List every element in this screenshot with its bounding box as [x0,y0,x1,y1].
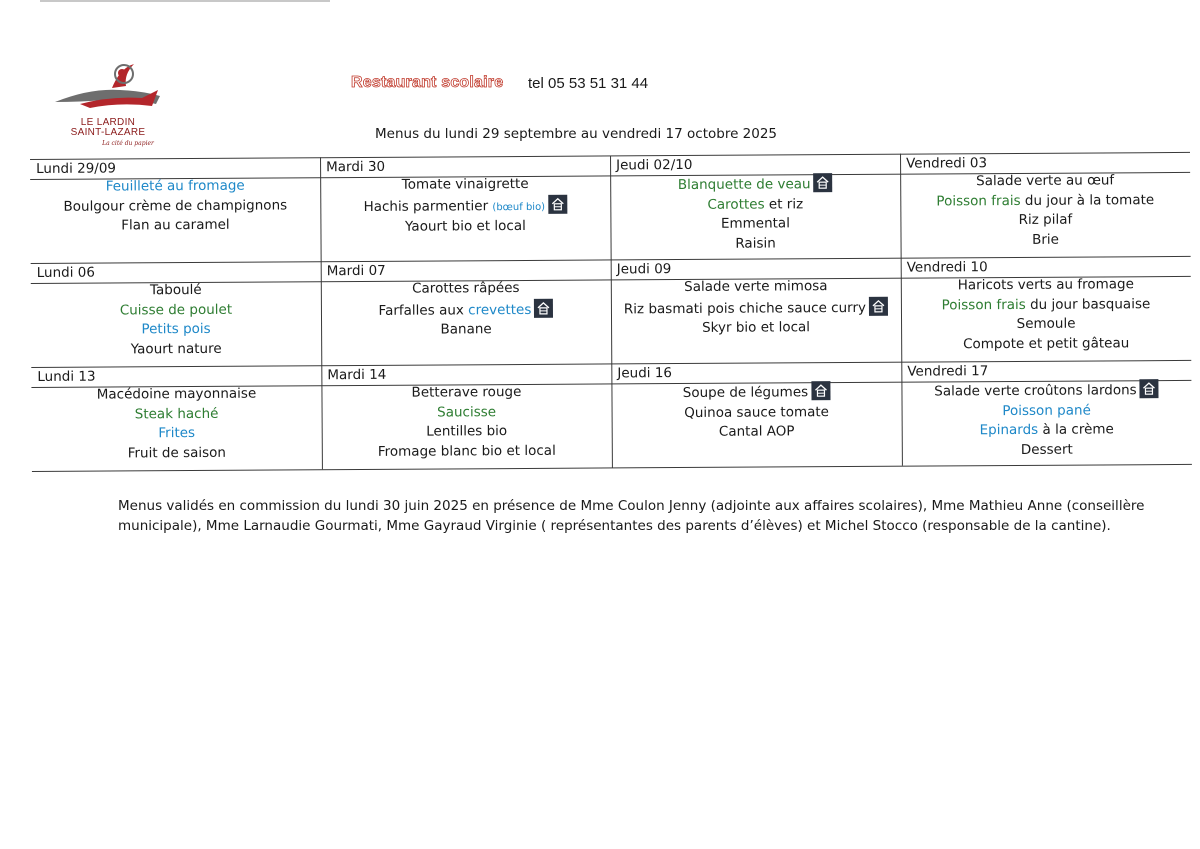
menu-item [612,402,902,423]
menu-item-text: Brie [1032,231,1060,248]
menu-item [321,382,611,403]
day-cell [610,154,901,260]
menu-item [32,404,322,425]
menu-item [901,275,1191,296]
menu-items [611,381,901,443]
menu-item-text: Yaourt nature [130,340,222,357]
menu-item [612,422,902,443]
menu-item-text: Dessert [1020,441,1073,458]
day-cell [611,362,902,468]
scan-edge-line [40,0,330,2]
menu-item [901,379,1191,402]
homemade-icon [811,381,830,400]
menu-item-text: Blanquette de veau [677,176,811,194]
logo-emblem-icon [50,60,170,120]
menu-item-text: Steak haché [134,405,219,422]
town-logo [50,60,170,150]
menu-period: Menus du lundi 29 septembre au vendredi 17 octobre 2025 [375,126,778,142]
menu-item-text: Riz pilaf [1018,211,1073,228]
menu-item [611,381,901,404]
menu-item-text: Riz basmati pois chiche sauce curry [623,299,867,317]
menu-item [321,319,611,340]
day-cell [30,157,321,263]
logo-name-line2: SAINT-LAZARE [70,127,146,138]
day-label: Jeudi 09 [616,261,672,278]
menu-item [610,233,900,254]
menu-item [321,298,611,321]
menu-item-text: Lentilles bio [426,423,508,440]
menu-item-text: Semoule [1016,315,1076,332]
menu-item-text: Banane [440,321,492,338]
menu-item-text: Poisson pané [1002,402,1091,419]
menu-item [900,229,1190,250]
menu-items [900,171,1190,251]
menu-item [900,171,1190,192]
menu-item-text: du jour à la tomate [1020,191,1155,209]
menu-item [320,174,610,195]
menu-item [611,277,901,298]
menu-item-text: Macédoine mayonnaise [96,385,257,403]
menu-item [31,300,321,321]
day-cell [900,152,1191,258]
menu-item-text: Quinoa sauce tomate [684,403,830,421]
day-cell [31,261,322,367]
day-label: Vendredi 03 [906,155,988,172]
menu-item-text: Fruit de saison [127,444,227,461]
menu-item-text: Feuilleté au fromage [105,177,245,195]
menu-item [900,210,1190,231]
menu-item-text: Epinards [979,421,1039,439]
commission-note: Menus validés en commission du lundi 30 juin 2025 en présence de Mme Coulon Jenny (adjointe aux affaires scolaires), Mme Mathieu Anne (conseillère municipale), Mme Larnaudie Gourmati, Mme Gayraud Virginie ( représentantes des parents d’élèves) et Michel Stocco (responsable de la cantine). [118,498,1145,534]
menu-items [321,382,611,462]
menu-items [320,174,610,237]
menu-item [31,384,321,405]
menu-item [32,423,322,444]
day-cell [321,363,612,469]
menu-item-text: Saucisse [437,403,497,421]
menu-item-text: Cuisse de poulet [119,301,233,318]
menu-items [901,275,1191,355]
logo-tagline: La cité du papier [102,140,154,147]
homemade-icon [548,194,567,213]
menu-item-text: Skyr bio et local [702,319,811,336]
menu-items [31,384,321,464]
menu-item [322,441,612,462]
menu-item-text: Haricots verts au fromage [957,276,1134,294]
menu-items [610,173,900,255]
menu-item [901,294,1191,315]
menu-item-text: du jour basquaise [1025,295,1151,313]
homemade-icon [534,298,553,317]
menu-item [320,194,610,218]
menu-item-text: Flan au caramel [121,216,230,234]
menu-item [610,214,900,235]
menu-item [610,194,900,215]
day-label: Mardi 30 [326,158,386,176]
menu-item [611,318,901,339]
day-label: Lundi 13 [37,368,96,385]
menu-item-text: à la crème [1038,421,1114,438]
menu-item-text: Soupe de légumes [682,384,809,402]
day-label: Jeudi 16 [617,365,673,382]
menu-item [611,296,901,319]
menu-item-text: Carottes [707,196,765,213]
menu-item [322,402,612,423]
menu-item-text: Boulgour crème de champignons [63,196,288,215]
day-label: Jeudi 02/10 [616,156,693,174]
menu-item-text: Emmental [720,215,790,232]
menu-item-text: Yaourt bio et local [404,217,526,235]
menu-item [902,420,1192,441]
menu-table [30,148,1192,480]
menu-item [900,190,1190,211]
menu-item [322,421,612,442]
menu-item [610,173,900,196]
menu-item-text: Carottes râpées [412,280,520,297]
menu-item-text: Betterave rouge [411,384,522,401]
menu-item-text: Taboulé [149,281,202,299]
menu-item [321,278,611,299]
logo-name [58,118,158,138]
menu-item-text: (bœuf bio) [492,201,546,213]
menu-item [30,176,320,197]
menu-item-text: Fromage blanc bio et local [377,442,556,460]
menu-item-text: Farfalles aux [378,301,469,319]
menu-item [30,196,320,217]
menu-item [902,400,1192,421]
day-label: Lundi 06 [36,264,95,281]
day-label: Lundi 29/09 [36,160,117,177]
menu-item-text: Compote et petit gâteau [963,334,1130,352]
day-label: Mardi 07 [326,262,386,280]
day-label: Vendredi 17 [907,363,989,380]
menu-item [320,216,610,237]
day-cell [320,155,611,261]
day-cell [31,365,322,471]
homemade-icon [814,173,833,192]
day-label: Mardi 14 [327,366,387,384]
menu-item [31,280,321,301]
homemade-icon [1140,379,1159,398]
phone-number: tel 05 53 51 31 44 [528,75,649,92]
day-cell [611,258,902,364]
menu-item-text: crevettes [468,301,532,318]
menu-item [30,215,320,236]
menu-item [902,439,1192,460]
menu-item [901,333,1191,354]
menu-item-text: Salade verte mimosa [684,278,828,296]
homemade-icon [869,296,888,315]
menu-items [31,280,321,360]
menu-item-text: Cantal AOP [718,423,795,440]
page-title: Restaurant scolaire [351,74,504,91]
day-cell [901,360,1192,466]
day-cell [321,259,612,365]
menu-item-text: Raisin [735,234,776,252]
menu-items [321,278,611,340]
menu-item-text: Frites [158,424,196,442]
logo-name-line1: LE LARDIN [80,117,136,128]
day-cell [901,256,1192,362]
menu-item-text: Salade verte au œuf [976,172,1115,190]
menu-items [611,277,901,339]
menu-item-text: Salade verte croûtons lardons [934,382,1137,400]
menu-item-text: Petits pois [141,320,211,338]
menu-item-text: Tomate vinaigrette [401,175,529,193]
menu-item-text: Poisson frais [936,192,1021,209]
menu-item [32,443,322,464]
day-label: Vendredi 10 [906,259,988,276]
menu-item-text: et riz [764,195,804,213]
menu-item [31,319,321,340]
menu-items [30,176,320,236]
menu-item-text: Hachis parmentier [363,197,493,215]
menu-item-text: Poisson frais [941,296,1026,313]
menu-item [31,339,321,360]
menu-item [901,314,1191,335]
menu-items [901,379,1191,461]
